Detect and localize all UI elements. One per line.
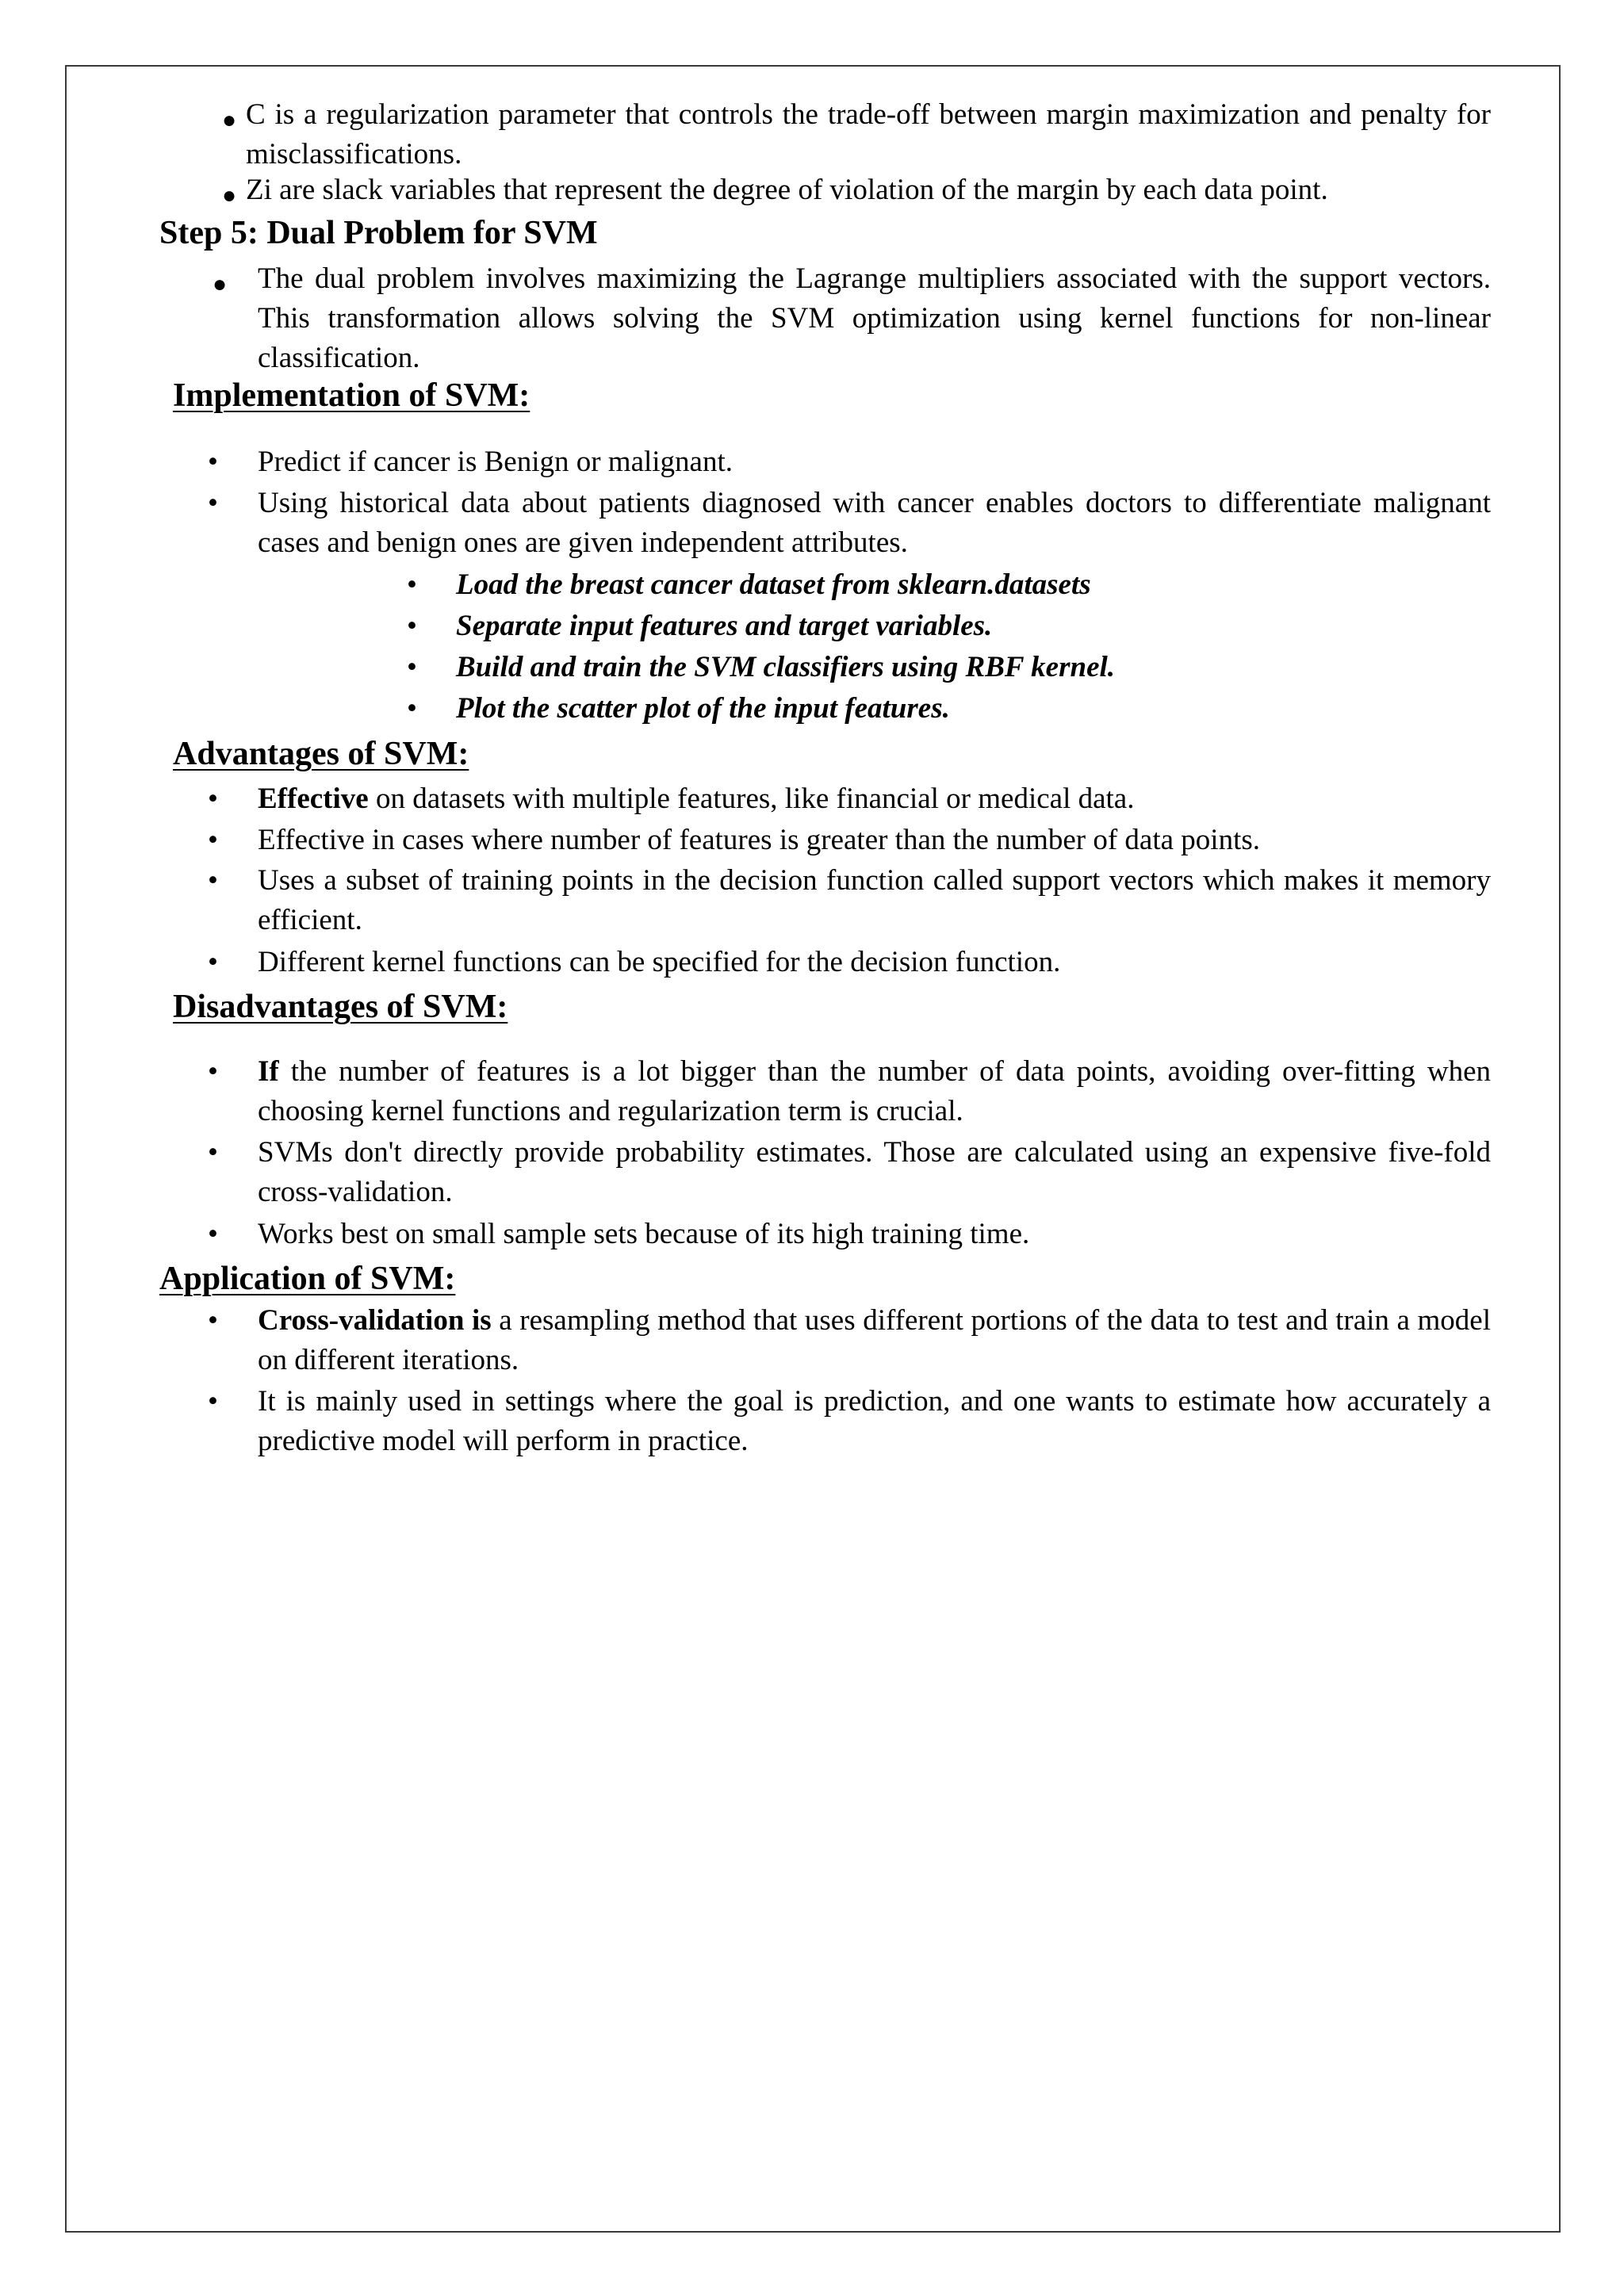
implementation-step: Plot the scatter plot of the input features. <box>456 692 950 725</box>
application-item: It is mainly used in settings where the goal is prediction, and one wants to estimate how accurately a predictive model will perform in practice. <box>258 1385 1491 1457</box>
application-item: Cross-validation is a resampling method that uses different portions of the data to test and train a model on different iterations. <box>258 1304 1491 1376</box>
advantages-item: Effective in cases where number of features is greater than the number of data points. <box>258 824 1261 856</box>
bullet-dot: ● <box>222 182 237 209</box>
slack-item-zi: Zi are slack variables that represent the degree of violation of the margin by each data point. <box>246 174 1328 206</box>
disadvantages-heading: Disadvantages of SVM: <box>173 989 508 1025</box>
bullet-dot: • <box>208 1136 218 1169</box>
disadvantages-item: If the number of features is a lot bigger than the number of data points, avoiding over-fitting when choosing kernel functions and regularization term is crucial. <box>258 1055 1491 1127</box>
bullet-dot: ● <box>213 271 228 297</box>
implementation-heading: Implementation of SVM: <box>173 377 530 414</box>
disadvantages-item: SVMs don't directly provide probability estimates. Those are calculated using an expensive five-fold cross-validation. <box>258 1136 1491 1208</box>
bullet-dot: • <box>208 1385 218 1418</box>
implementation-step: Build and train the SVM classifiers using RBF kernel. <box>456 651 1116 683</box>
bullet-dot: ● <box>222 107 237 133</box>
step5-item: The dual problem involves maximizing the Lagrange multipliers associated with the support vectors. This transformation allows solving the SVM optimization using kernel functions for non-linear classification. <box>258 262 1491 374</box>
bullet-dot: • <box>407 692 417 725</box>
implementation-step: Separate input features and target variables. <box>456 610 993 642</box>
implementation-item: Using historical data about patients diagnosed with cancer enables doctors to differentiate malignant cases and benign ones are given independent attributes. <box>258 487 1491 559</box>
bullet-dot: • <box>208 446 218 478</box>
implementation-step: Load the breast cancer dataset from sklearn.datasets <box>456 568 1091 601</box>
advantages-item: Effective on datasets with multiple features, like financial or medical data. <box>258 783 1135 815</box>
bullet-dot: • <box>407 568 417 601</box>
bullet-dot: • <box>407 651 417 683</box>
disadvantages-item: Works best on small sample sets because of its high training time. <box>258 1218 1030 1250</box>
bullet-dot: • <box>208 946 218 978</box>
advantages-heading: Advantages of SVM: <box>173 736 469 772</box>
step5-heading: Step 5: Dual Problem for SVM <box>159 215 598 251</box>
implementation-item: Predict if cancer is Benign or malignant. <box>258 446 733 478</box>
advantages-item: Different kernel functions can be specified for the decision function. <box>258 946 1061 978</box>
bullet-dot: • <box>208 1304 218 1337</box>
bullet-dot: • <box>208 824 218 856</box>
bullet-dot: • <box>208 783 218 815</box>
bullet-dot: • <box>208 487 218 519</box>
slack-item-c: C is a regularization parameter that controls the trade-off between margin maximization and penalty for misclassifications. <box>246 98 1491 170</box>
bullet-dot: • <box>208 1055 218 1088</box>
bullet-dot: • <box>208 864 218 897</box>
bullet-dot: • <box>208 1218 218 1250</box>
bullet-dot: • <box>407 610 417 642</box>
application-heading: Application of SVM: <box>159 1261 456 1297</box>
advantages-item: Uses a subset of training points in the decision function called support vectors which makes it memory efficient. <box>258 864 1491 936</box>
